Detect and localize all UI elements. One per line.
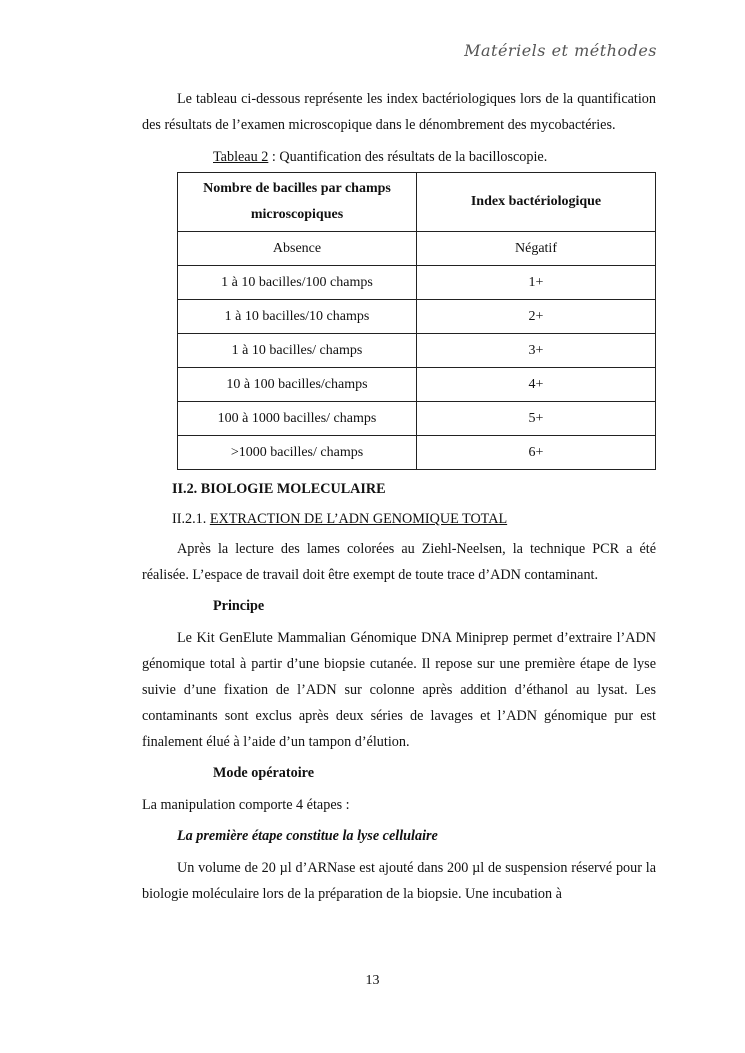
- table-cell: 6+: [417, 436, 656, 470]
- table-row: [178, 368, 656, 402]
- section-heading: II.2. BIOLOGIE MOLECULAIRE: [172, 481, 386, 497]
- table-cell: 2+: [417, 300, 656, 334]
- table-row: [178, 402, 656, 436]
- pcr-paragraph: Après la lecture des lames colorées au Ziehl-Neelsen, la technique PCR a été réalisée. L’espace de travail doit être exempt de toute trace d’ADN contaminant.: [142, 541, 656, 583]
- table-cell: 10 à 100 bacilles/champs: [178, 368, 417, 402]
- intro-paragraph: Le tableau ci-dessous représente les index bactériologiques lors de la quantification des résultats de l’examen microscopique dans le dénombrement des mycobactéries.: [142, 91, 656, 133]
- mode-paragraph: La manipulation comporte 4 étapes :: [142, 797, 350, 813]
- table-cell: 1 à 10 bacilles/10 champs: [178, 300, 417, 334]
- mode-heading: Mode opératoire: [213, 765, 314, 781]
- table-row: [178, 436, 656, 470]
- table-row: [178, 334, 656, 368]
- table-row: [178, 232, 656, 266]
- table-header-row: [178, 173, 656, 232]
- quantification-table: [177, 172, 656, 470]
- page-number: 13: [365, 973, 380, 988]
- table-cell: 4+: [417, 368, 656, 402]
- table-header-index: Index bactériologique: [417, 173, 656, 232]
- table-cell: 3+: [417, 334, 656, 368]
- table-row: [178, 300, 656, 334]
- running-header: Matériels et méthodes: [464, 41, 657, 60]
- table-cell: >1000 bacilles/ champs: [178, 436, 417, 470]
- table-cell: 1 à 10 bacilles/ champs: [178, 334, 417, 368]
- page-body: [142, 86, 656, 907]
- table-cell: 100 à 1000 bacilles/ champs: [178, 402, 417, 436]
- table-cell: Absence: [178, 232, 417, 266]
- table-cell: 1 à 10 bacilles/100 champs: [178, 266, 417, 300]
- subsection-number: II.2.1.: [172, 511, 210, 527]
- table-caption-text: : Quantification des résultats de la bacilloscopie.: [268, 149, 548, 165]
- table-header-count: Nombre de bacilles par champs microscopiques: [178, 173, 417, 232]
- principe-heading: Principe: [213, 598, 265, 614]
- principe-paragraph: Le Kit GenElute Mammalian Génomique DNA Miniprep permet d’extraire l’ADN génomique total à partir d’une biopsie cutanée. Il repose sur une première étape de lyse suivie d’une fixation de l’ADN sur colonne après addition d’éthanol au lysat. Les contaminants sont exclus après deux séries de lavages et l’ADN génomique pur est finalement élué à l’aide d’un tampon d’élution.: [142, 630, 656, 750]
- table-caption: [142, 146, 656, 168]
- table-cell: Négatif: [417, 232, 656, 266]
- step1-heading: La première étape constitue la lyse cellulaire: [177, 828, 438, 844]
- subsection-title: EXTRACTION DE L’ADN GENOMIQUE TOTAL: [209, 511, 508, 527]
- table-cell: 5+: [417, 402, 656, 436]
- table-cell: 1+: [417, 266, 656, 300]
- subsection-heading: [142, 506, 656, 532]
- table-caption-label: Tableau 2: [213, 149, 269, 165]
- step1-paragraph: Un volume de 20 µl d’ARNase est ajouté dans 200 µl de suspension réservé pour la biologie moléculaire lors de la préparation de la biopsie. Une incubation à: [142, 860, 656, 902]
- table-row: [178, 266, 656, 300]
